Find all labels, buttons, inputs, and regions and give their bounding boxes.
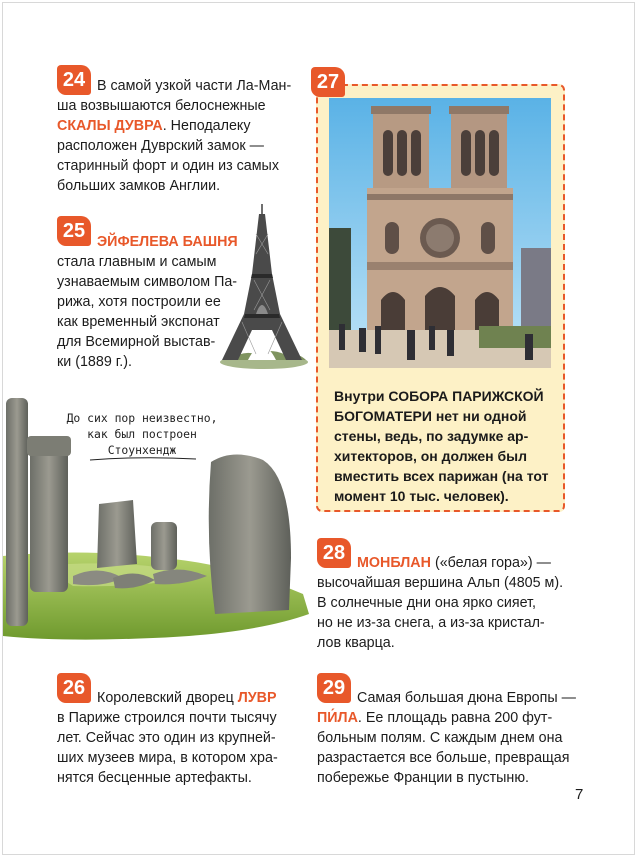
fact-number-27: 27: [311, 67, 345, 97]
fact-28-highlight: МОНБЛАН: [357, 555, 431, 571]
eiffel-tower-illustration: [212, 204, 312, 370]
fact-number-25: 25: [57, 216, 91, 246]
note-underline: [88, 456, 198, 462]
fact-number-24: 24: [57, 65, 91, 95]
fact-25-highlight: ЭЙФЕЛЕВА БАШНЯ: [97, 234, 238, 250]
page-number: 7: [575, 786, 584, 803]
fact-number-26: 26: [57, 673, 91, 703]
notre-dame-photo: [329, 98, 551, 368]
fact-number-28: 28: [317, 538, 351, 568]
fact-29-text: Самая большая дюна Европы — ПИ́ЛА. Ее площадь равна 200 фут- больным полям. С каждым днем она разрастается все больше, превращая побережье Франции в пустыню.: [317, 690, 576, 786]
fact-26-highlight: ЛУВР: [237, 690, 277, 706]
stonehenge-note: До сих пор неизвестно, как был построен Стоунхендж: [66, 411, 218, 457]
fact-27-text: Внутри СОБОРА ПАРИЖСКОЙ БОГОМАТЕРИ нет ни одной стены, ведь, по задумке ар- хитекторов, он должен был вместить всех парижан (на тот момент 10 тыс. человек).: [334, 388, 549, 504]
fact-number-29: 29: [317, 673, 351, 703]
fact-25-text: ЭЙФЕЛЕВА БАШНЯ стала главным и самым узнаваемым символом Па- рижа, хотя построили ее как временный экспонат для Всемирной выстав- ки (1889 г.).: [57, 234, 238, 370]
fact-24-highlight: СКАЛЫ ДУВРА: [57, 118, 163, 134]
fact-28-text: МОНБЛАН («белая гора») — высочайшая вершина Альп (4805 м). В солнечные дни она ярко сияет, но не из-за снега, а из-за кристал- лов кварца.: [317, 555, 564, 651]
fact-29-highlight: ПИ́ЛА: [317, 710, 358, 726]
fact-26-text: Королевский дворец ЛУВР в Париже строился почти тысячу лет. Сейчас это один из крупней- ших музеев мира, в котором хра- нятся бесценные артефакты.: [57, 690, 278, 786]
fact-24-text: В самой узкой части Ла-Ман- ша возвышаются белоснежные СКАЛЫ ДУВРА. Неподалеку расположен Дуврский замок — старинный форт и один из самых больших замков Англии.: [57, 78, 292, 194]
